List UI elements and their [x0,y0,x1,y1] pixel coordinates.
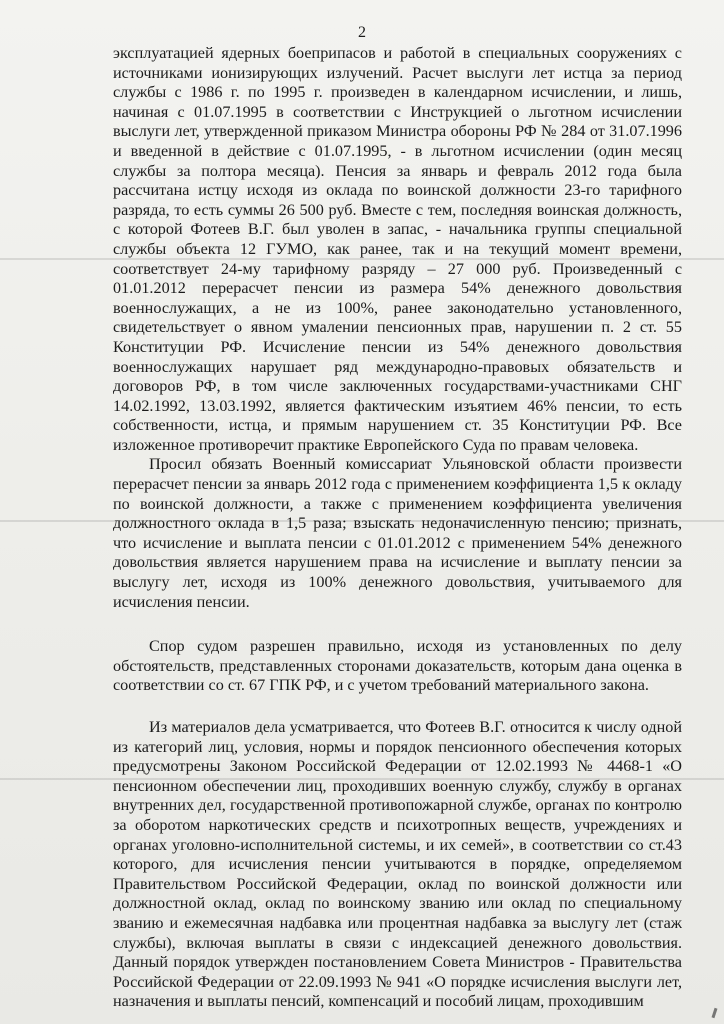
paragraph-1: эксплуатацией ядерных боеприпасов и работой в специальных сооружениях с источниками ионизирующих излучений. Расчет выслуги лет истца за период службы с 1986 г. по 1995 г. произведен в календарном исчислении, и лишь, начиная с 01.07.1995 в соответствии с Инструкцией о льготном исчислении выслуги лет, утвержденной приказом Министра обороны РФ № 284 от 31.07.1996 и введенной в действие с 01.07.1995, - в льготном исчислении (один месяц службы за полтора месяца). Пенсия за январь и февраль 2012 года была рассчитана истцу исходя из оклада по воинской должности 23-го тарифного разряда, то есть суммы 26 500 руб. Вместе с тем, последняя воинская должность, с которой Фотеев В.Г. был уволен в запас, - начальника группы специальной службы объекта 12 ГУМО, как ранее, так и на текущий момент времени, соответствует 24-му тарифному разряду – 27 000 руб. Произведенный с 01.01.2012 перерасчет пенсии из размера 54% денежного довольствия военнослужащих, а не из 100%, ранее законодательно установленного, свидетельствует о явном умалении пенсионных прав, нарушении п. 2 ст. 55 Конституции РФ. Исчисление пенсии из 54% денежного довольствия военнослужащих нарушает ряд международно-правовых обязательств и договоров РФ, в том числе заключенных государствами-участниками СНГ 14.02.1992, 13.03.1992, является фактическим изъятием 46% пенсии, то есть собственности, истца, и прямым нарушением ст. 35 Конституции РФ. Все изложенное противоречит практике Европейского Суда по правам человека. [113,44,682,454]
paragraph-4: Из материалов дела усматривается, что Фотеев В.Г. относится к числу одной из категорий лиц, условия, нормы и порядок пенсионного обеспечения которых предусмотрены Законом Российской Федерации от 12.02.1993 № 4468-1 «О пенсионном обеспечении лиц, проходивших военную службу, службу в органах внутренних дел, государственной противопожарной службе, органах по контролю за оборотом наркотических средств и психотропных веществ, учреждениях и органах уголовно-исполнительной системы, и их семей», в соответствии со ст.43 которого, для исчисления пенсии учитываются в порядке, определяемом Правительством Российской Федерации, оклад по воинской должности или должностной оклад, оклад по воинскому званию или оклад по специальному званию и ежемесячная надбавка или процентная надбавка за выслугу лет (стаж службы), включая выплаты в связи с индексацией денежного довольствия. Данный порядок утвержден постановлением Совета Министров - Правительства Российской Федерации от 22.09.1993 № 941 «О порядке исчисления выслуги лет, назначения и выплаты пенсий, компенсаций и пособий лицам, проходившим [113,718,682,1011]
paragraph-2: Просил обязать Военный комиссариат Ульяновской области произвести перерасчет пенсии за январь 2012 года с применением коэффициента 1,5 к окладу по воинской должности, а также с применением коэффициента увеличения должностного оклада в 1,5 раза; взыскать недоначисленную пенсию; признать, что исчисление и выплата пенсии с 01.01.2012 с применением 54% денежного довольствия является нарушением права на исчисление и выплату пенсии за выслугу лет, исходя из 100% денежного довольствия, учитываемого для исчисления пенсии. [113,455,682,611]
page-number: 2 [358,24,366,41]
paragraph-3: Спор судом разрешен правильно, исходя из установленных по делу обстоятельств, представленных сторонами доказательств, которым дана оценка в соответствии со ст. 67 ГПК РФ, и с учетом требований материального закона. [113,637,682,695]
scan-artifact [712,1008,718,1018]
document-body [113,44,682,1012]
